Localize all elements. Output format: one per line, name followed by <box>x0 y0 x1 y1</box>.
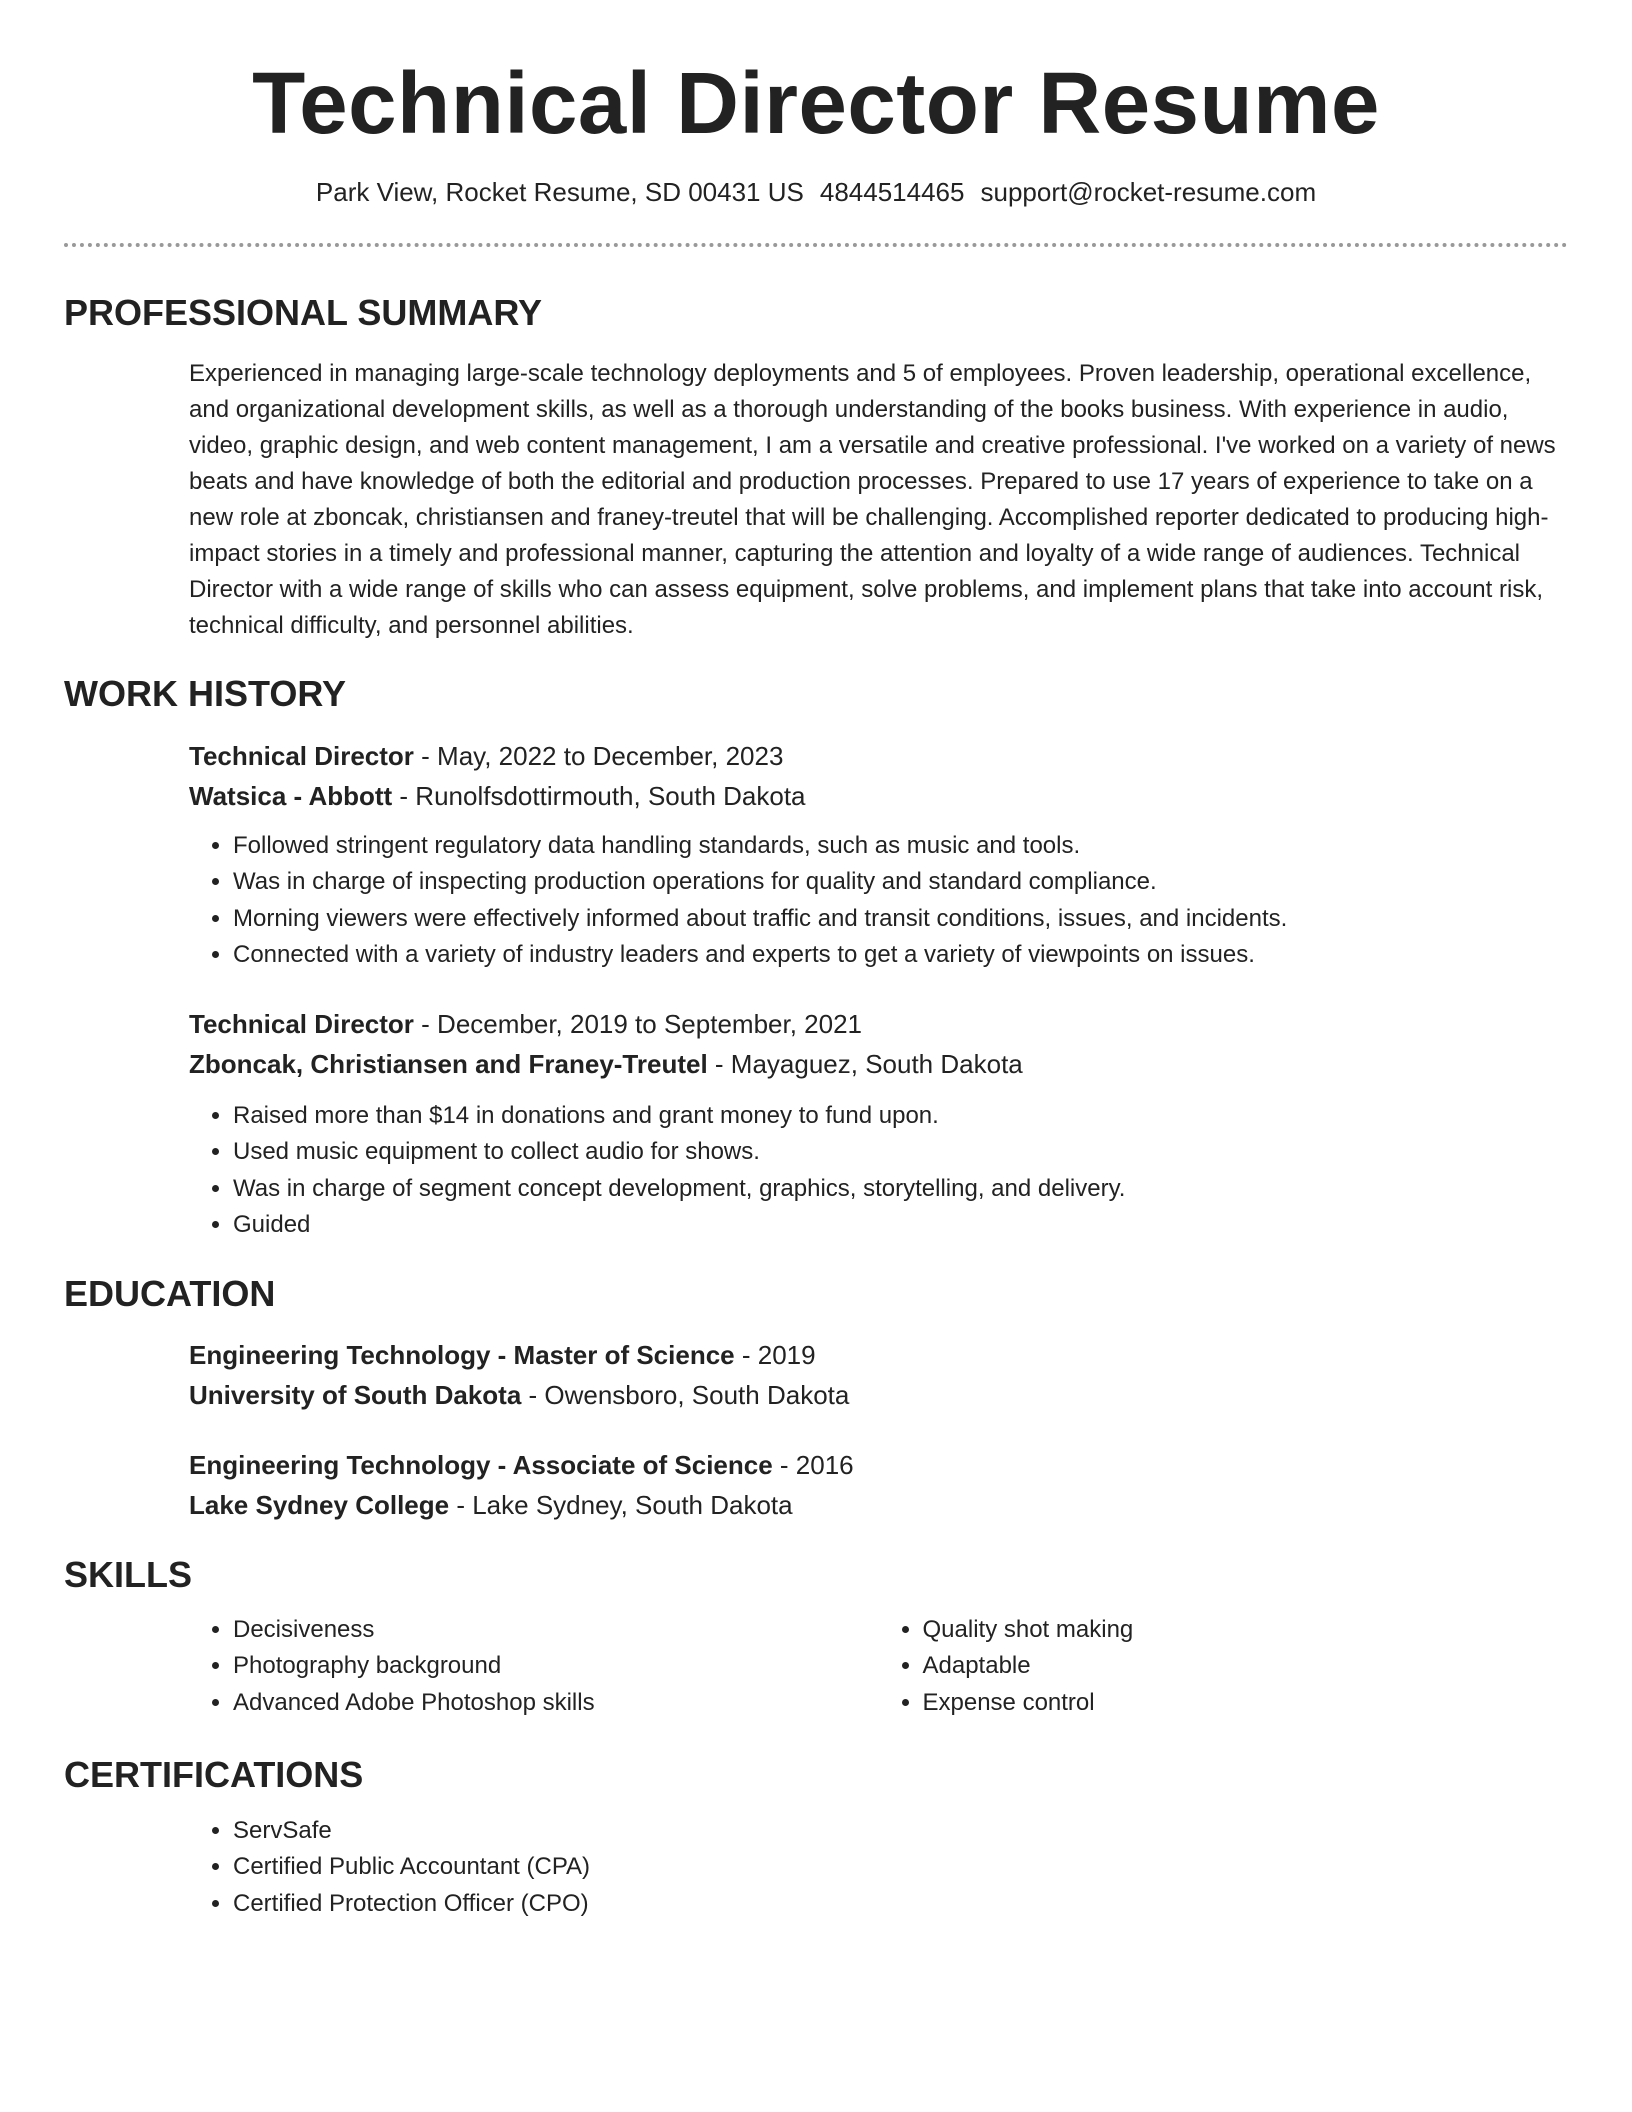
resume-title: Technical Director Resume <box>252 55 1380 152</box>
job-location: - Mayaguez, South Dakota <box>707 1048 1023 1079</box>
education-year: - 2016 <box>772 1449 854 1480</box>
skill-item: • Photography background <box>233 1648 879 1685</box>
job-bullet: • Followed stringent regulatory data handling standards, such as music and tools. <box>233 828 1568 865</box>
job-bullet: • Guided <box>233 1207 1568 1244</box>
job-bullet: • Connected with a variety of industry leaders and experts to get a variety of viewpoints on issues. <box>233 937 1568 974</box>
header-divider <box>64 243 1568 247</box>
skill-item: • Quality shot making <box>923 1612 1569 1649</box>
job-title: Technical Director <box>189 1008 414 1039</box>
job-company: Zboncak, Christiansen and Franey-Treutel <box>189 1048 708 1079</box>
education-location: - Owensboro, South Dakota <box>521 1379 850 1410</box>
job-location: - Runolfsdottirmouth, South Dakota <box>392 780 806 811</box>
skills-heading: SKILLS <box>64 1553 193 1595</box>
job-dates: - May, 2022 to December, 2023 <box>413 740 784 771</box>
job-title-line <box>189 736 1568 776</box>
job-company-line <box>189 776 1568 816</box>
skill-item: • Decisiveness <box>233 1612 879 1649</box>
job-entry <box>189 1004 1568 1244</box>
job-dates: - December, 2019 to September, 2021 <box>413 1008 862 1039</box>
education-degree: Engineering Technology - Master of Science <box>189 1339 735 1370</box>
education-degree: Engineering Technology - Associate of Science <box>189 1449 773 1480</box>
job-bullet: • Raised more than $14 in donations and grant money to fund upon. <box>233 1098 1568 1135</box>
certification-item: • ServSafe <box>233 1813 1568 1850</box>
work-heading: WORK HISTORY <box>64 673 347 715</box>
job-bullets <box>189 828 1568 974</box>
contact-line <box>64 176 1568 210</box>
certifications-list <box>189 1813 1568 1923</box>
job-company: Watsica - Abbott <box>189 780 393 811</box>
education-entry <box>189 1445 1568 1525</box>
skill-item: • Advanced Adobe Photoshop skills <box>233 1685 879 1722</box>
summary-heading: PROFESSIONAL SUMMARY <box>64 292 543 334</box>
skill-item: • Expense control <box>923 1685 1569 1722</box>
contact-email: support@rocket-resume.com <box>980 177 1317 208</box>
education-degree-line <box>189 1445 1568 1485</box>
contact-address: Park View, Rocket Resume, SD 00431 US <box>315 177 804 208</box>
education-school-line <box>189 1485 1568 1525</box>
job-bullet: • Used music equipment to collect audio for shows. <box>233 1134 1568 1171</box>
skills-columns <box>189 1612 1568 1722</box>
education-school: Lake Sydney College <box>189 1489 450 1520</box>
education-year: - 2019 <box>734 1339 816 1370</box>
skill-item: • Adaptable <box>923 1648 1569 1685</box>
job-title-line <box>189 1004 1568 1044</box>
certification-item: • Certified Protection Officer (CPO) <box>233 1886 1568 1923</box>
skills-list-right <box>879 1612 1569 1722</box>
education-entry <box>189 1335 1568 1415</box>
job-bullet: • Was in charge of segment concept development, graphics, storytelling, and delivery. <box>233 1171 1568 1208</box>
education-heading: EDUCATION <box>64 1272 276 1314</box>
job-title: Technical Director <box>189 740 414 771</box>
certification-item: • Certified Public Accountant (CPA) <box>233 1849 1568 1886</box>
education-school: University of South Dakota <box>189 1379 522 1410</box>
job-bullets <box>189 1098 1568 1244</box>
skills-list-left <box>189 1612 879 1722</box>
contact-phone: 4844514465 <box>819 177 965 208</box>
certifications-block <box>189 1813 1568 1923</box>
job-bullet: • Was in charge of inspecting production operations for quality and standard compliance. <box>233 864 1568 901</box>
education-degree-line <box>189 1335 1568 1375</box>
education-school-line <box>189 1375 1568 1415</box>
education-location: - Lake Sydney, South Dakota <box>449 1489 793 1520</box>
job-entry <box>189 736 1568 974</box>
certifications-heading: CERTIFICATIONS <box>64 1754 364 1796</box>
summary-text: Experienced in managing large-scale technology deployments and 5 of employees. Proven leadership, operational excellence, and organizational development skills, as well as a thorough understanding of the books business. With experience in audio, video, graphic design, and web content management, I am a versatile and creative professional. I've worked on a variety of news beats and have knowledge of both the editorial and production processes. Prepared to use 17 years of experience to take on a new role at zboncak, christiansen and franey-treutel that will be challenging. Accomplished reporter dedicated to producing high-impact stories in a timely and professional manner, capturing the attention and loyalty of a wide range of audiences. Technical Director with a wide range of skills who can assess equipment, solve problems, and implement plans that take into account risk, technical difficulty, and personnel abilities. <box>189 360 1556 640</box>
job-company-line <box>189 1044 1568 1084</box>
job-bullet: • Morning viewers were effectively informed about traffic and transit conditions, issues, and incidents. <box>233 901 1568 938</box>
